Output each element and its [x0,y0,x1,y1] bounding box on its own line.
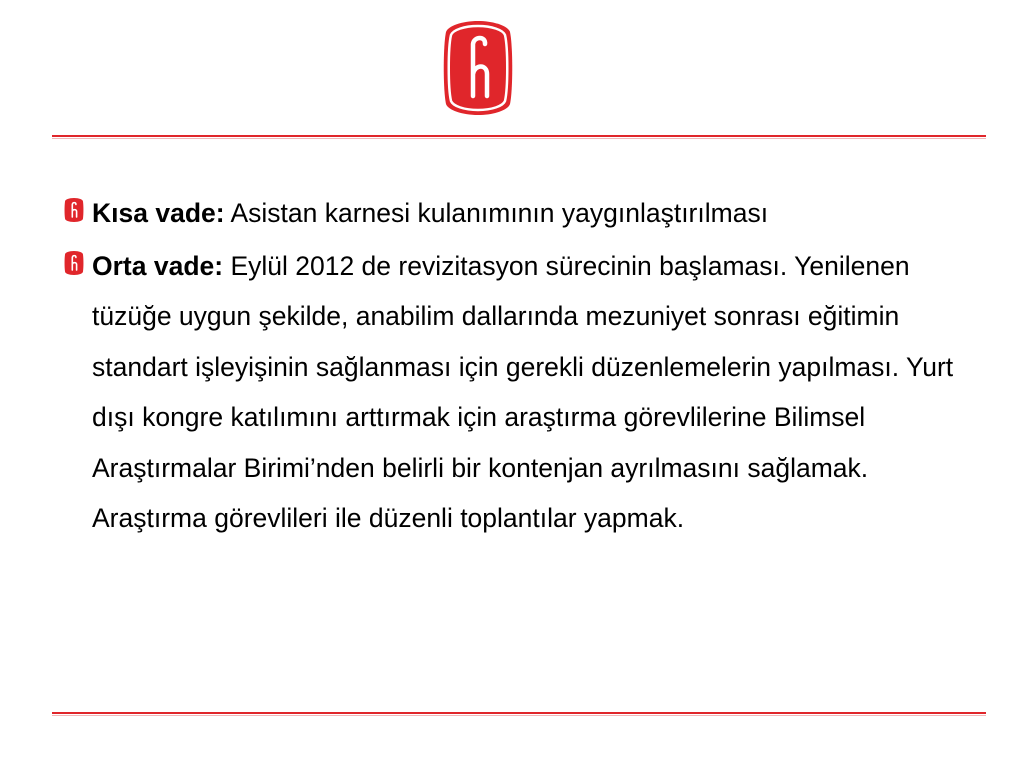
bottom-divider [52,712,986,714]
bullet-list [64,188,974,546]
university-h-bullet-icon [64,197,84,223]
university-h-bullet-icon [64,250,84,276]
top-divider [52,135,986,137]
bullet-item-medium-term [64,241,974,544]
bullet-text: Asistan karnesi kulanımının yaygınlaştırılması [224,198,769,228]
university-h-logo-icon [442,18,514,118]
bullet-term: Orta vade: [92,250,224,281]
bullet-item-short-term [64,188,974,239]
bullet-term: Kısa vade: [92,198,225,228]
bullet-text: Eylül 2012 de revizitasyon sürecinin başlaması. Yenilenen tüzüğe uygun şekilde, anabilim dallarında mezuniyet sonrası eğitimin standart işleyişinin sağlanması için gerekli düzenlemelerin yapılması. Yurt dışı kongre katılımını arttırmak için araştırma görevlilerine Bilimsel Araştırmalar Birimi’nden belirli bir kontenjan ayrılmasını sağlamak. Araştırma görevlileri ile düzenli toplantılar yapmak. [92,250,954,533]
